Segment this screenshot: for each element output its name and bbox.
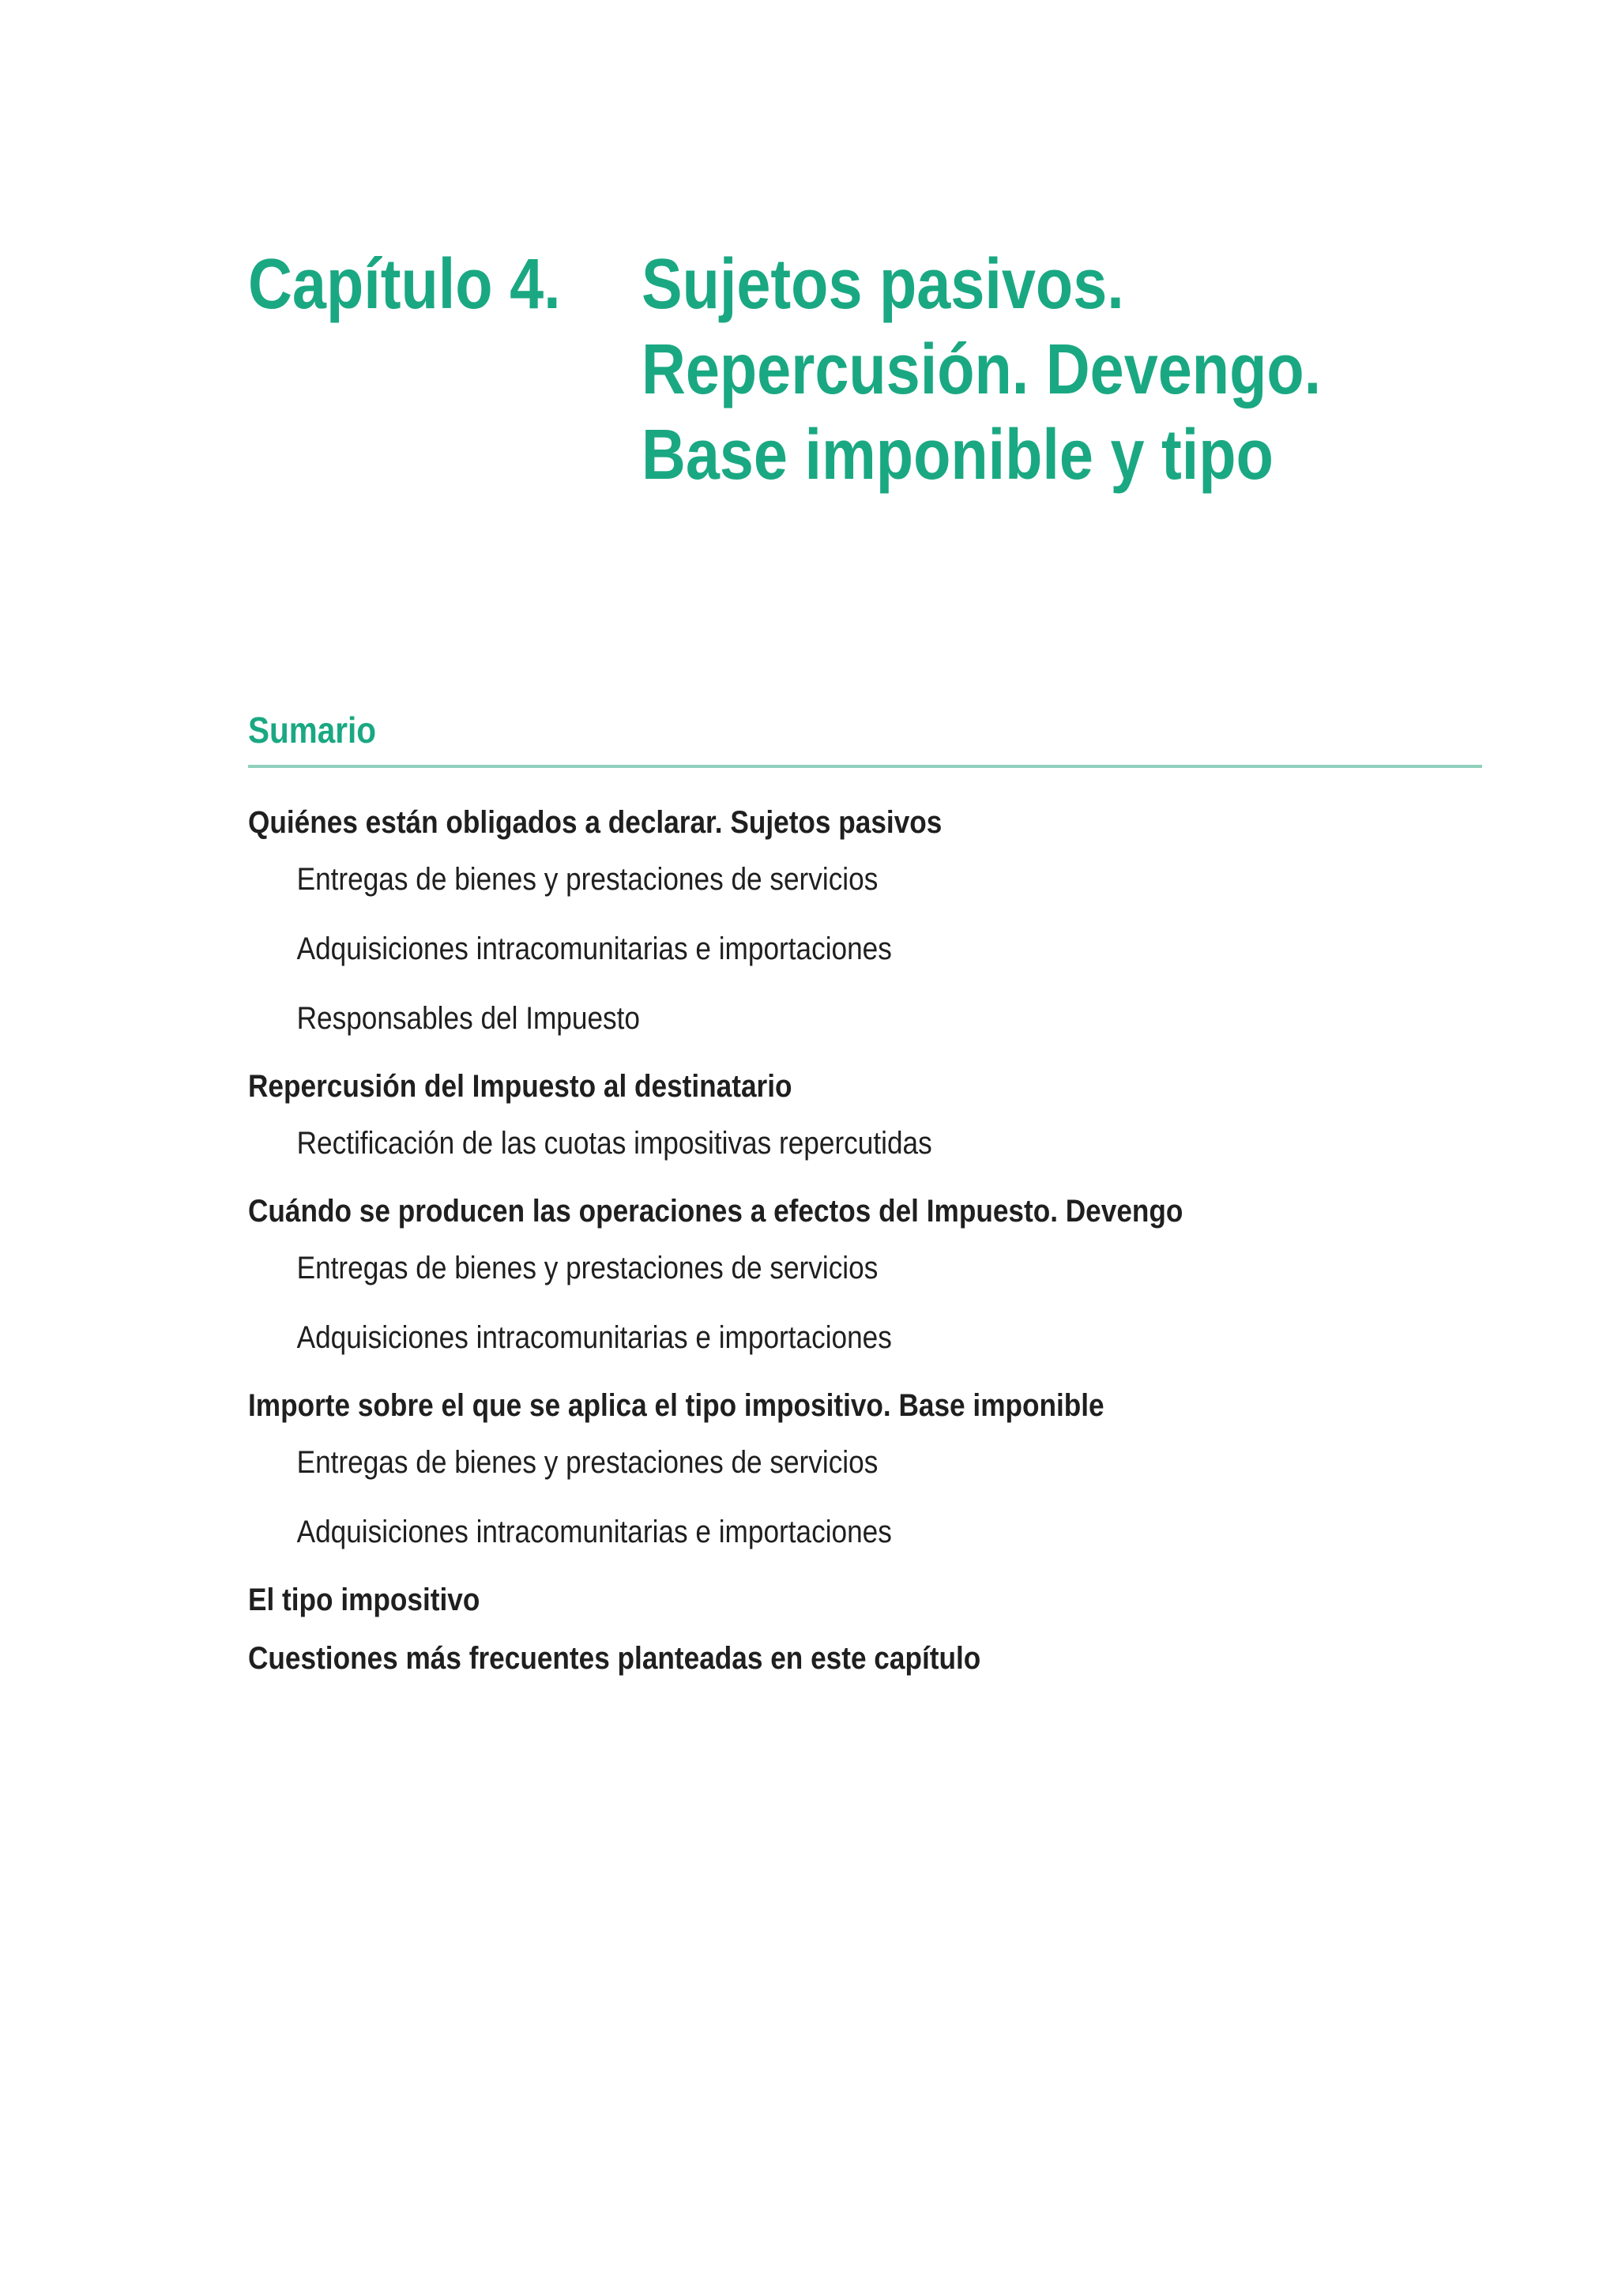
sumario-heading: Sumario xyxy=(248,710,376,751)
toc-subsection-item: Entregas de bienes y prestaciones de servicios xyxy=(296,862,879,897)
toc-subsection-item: Entregas de bienes y prestaciones de servicios xyxy=(296,1445,879,1480)
toc-section-item: El tipo impositivo xyxy=(248,1583,480,1617)
toc-section-item: Cuándo se producen las operaciones a efectos del Impuesto. Devengo xyxy=(248,1194,1183,1229)
chapter-label: Capítulo 4. xyxy=(248,245,561,324)
toc-section-item: Quiénes están obligados a declarar. Sujetos pasivos xyxy=(248,805,943,840)
toc-section-item: Cuestiones más frecuentes planteadas en este capítulo xyxy=(248,1641,981,1676)
toc-subsection-item: Adquisiciones intracomunitarias e importaciones xyxy=(296,1515,892,1549)
chapter-title: Sujetos pasivos. Repercusión. Devengo. Base imponible y tipo xyxy=(641,245,1322,495)
table-of-contents xyxy=(248,803,1481,1678)
sumario-divider xyxy=(248,765,1482,768)
toc-section-item: Repercusión del Impuesto al destinatario xyxy=(248,1069,792,1104)
toc-subsection-item: Adquisiciones intracomunitarias e importaciones xyxy=(296,932,892,966)
toc-subsection-item: Entregas de bienes y prestaciones de servicios xyxy=(296,1251,879,1285)
toc-subsection-item: Rectificación de las cuotas impositivas repercutidas xyxy=(296,1126,932,1161)
toc-subsection-item: Responsables del Impuesto xyxy=(296,1001,641,1036)
toc-section-item: Importe sobre el que se aplica el tipo impositivo. Base imponible xyxy=(248,1388,1104,1423)
toc-subsection-item: Adquisiciones intracomunitarias e importaciones xyxy=(296,1320,892,1355)
